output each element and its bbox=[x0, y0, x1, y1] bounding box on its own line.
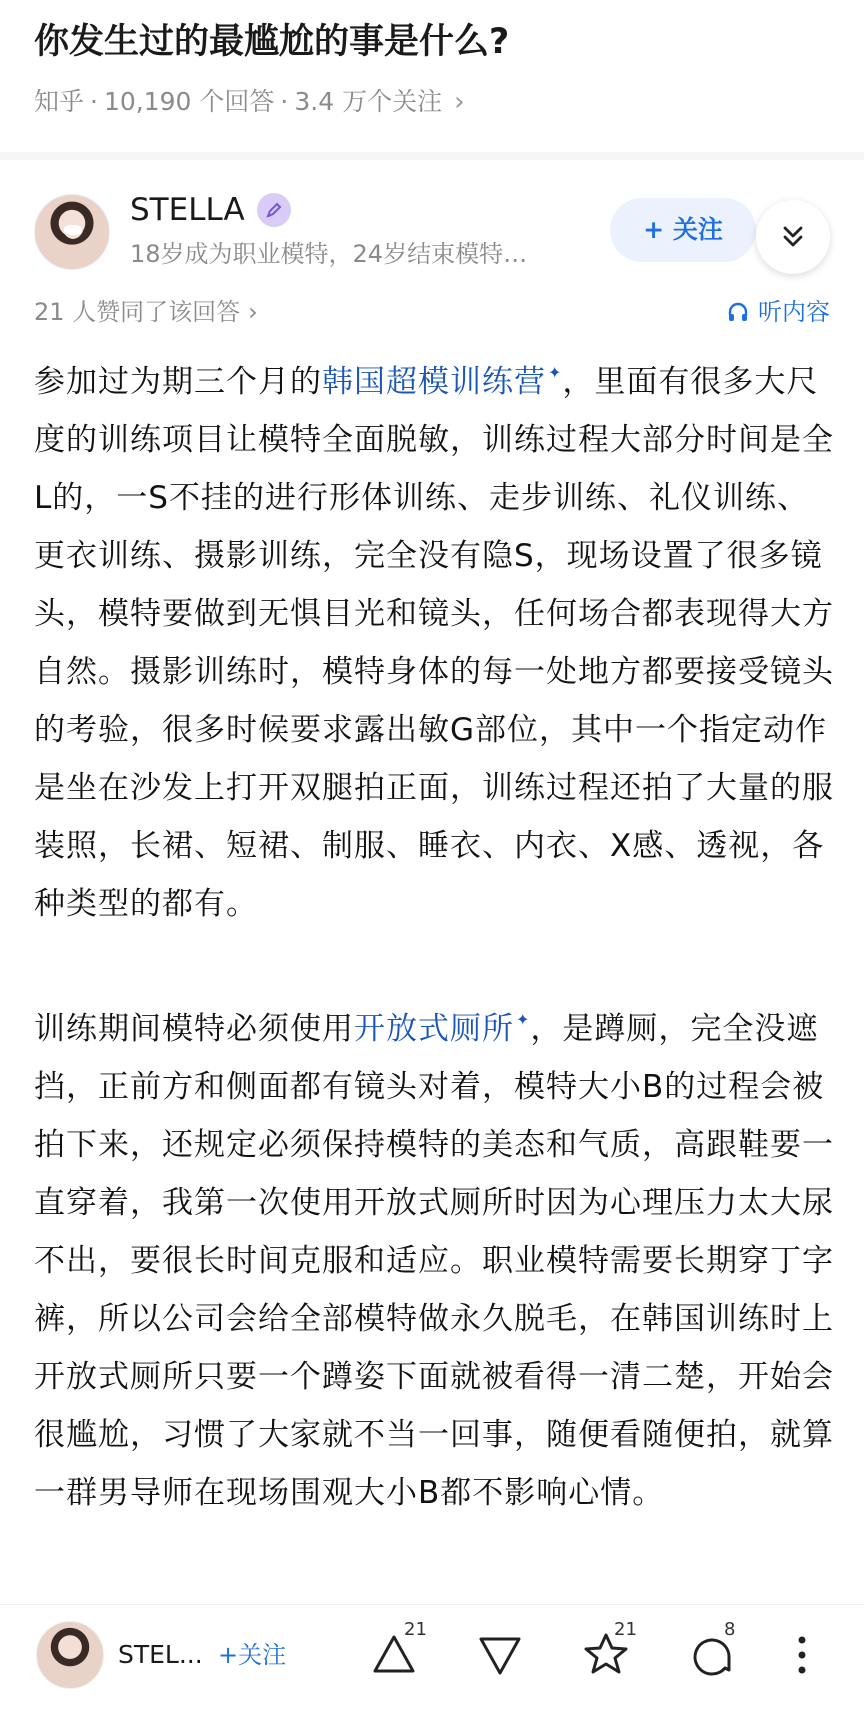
author-avatar[interactable] bbox=[34, 194, 110, 270]
bottom-author-avatar[interactable] bbox=[36, 1621, 104, 1689]
meta-dot: · bbox=[90, 87, 98, 116]
paragraph-text: ，里面有很多大尺度的训练项目让模特全面脱敏，训练过程大部分时间是全L的，一S不挂的进行形体训练、走步训练、礼仪训练、更衣训练、摄影训练，完全没有隐S，现场设置了很多镜头，模特要做到无惧目光和镜头，任何场合都表现得大方自然。摄影训练时，模特身体的每一处地方都要接受镜头的考验，很多时候要求露出敏G部位，其中一个指定动作是坐在沙发上打开双腿拍正面，训练过程还拍了大量的服装照，长裙、短裙、制服、睡衣、内衣、X感、透视，各种类型的都有。 bbox=[34, 364, 834, 922]
bottom-follow-button[interactable]: +关注 bbox=[218, 1641, 287, 1669]
chevron-right-icon: › bbox=[248, 298, 258, 326]
sparkle-icon: ✦ bbox=[548, 363, 563, 382]
section-divider bbox=[0, 152, 864, 160]
sparkle-icon: ✦ bbox=[516, 1010, 531, 1029]
answer-paragraph bbox=[34, 991, 834, 1522]
double-chevron-down-icon bbox=[778, 222, 808, 252]
source-label: 知乎 bbox=[34, 87, 85, 116]
comment-count: 8 bbox=[724, 1619, 736, 1640]
downvote-button[interactable] bbox=[470, 1625, 530, 1685]
keyword-text: 开放式厕所 bbox=[354, 1011, 514, 1047]
likes-text: 21 人赞同了该回答 bbox=[34, 298, 241, 326]
keyword-text: 韩国超模训练营 bbox=[322, 364, 546, 400]
answer-content bbox=[34, 344, 834, 1580]
paragraph-text: ，是蹲厕，完全没遮挡，正前方和侧面都有镜头对着，模特大小B的过程会被拍下来，还规定必须保持模特的美态和气质，高跟鞋要一直穿着，我第一次使用开放式厕所时因为心理压力太大尿不出，要很长时间克服和适应。职业模特需要长期穿丁字裤，所以公司会给全部模特做永久脱毛，在韩国训练时上开放式厕所只要一个蹲姿下面就被看得一清二楚，开始会很尴尬，习惯了大家就不当一回事，随便看随便拍，就算一群男导师在现场围观大小B都不影响心情。 bbox=[34, 1011, 834, 1511]
author-name: STELLA bbox=[130, 192, 245, 228]
paragraph-text: 参加过为期三个月的 bbox=[34, 364, 322, 400]
upvote-count: 21 bbox=[404, 1619, 427, 1640]
more-vertical-icon bbox=[792, 1633, 812, 1677]
follow-button[interactable]: + 关注 bbox=[610, 198, 756, 262]
avatar-mask bbox=[64, 225, 82, 235]
follower-count: 3.4 万个关注 bbox=[294, 87, 443, 116]
bottom-author-name[interactable]: STEL... bbox=[118, 1640, 203, 1669]
question-meta[interactable] bbox=[34, 82, 464, 122]
author-bio[interactable]: 18岁成为职业模特，24岁结束模特… bbox=[130, 240, 528, 268]
answer-paragraph bbox=[34, 344, 834, 933]
likes-summary[interactable] bbox=[34, 292, 258, 332]
question-title[interactable]: 你发生过的最尴尬的事是什么? bbox=[34, 22, 510, 62]
listen-label: 听内容 bbox=[758, 298, 830, 326]
author-name-row[interactable] bbox=[130, 188, 291, 232]
downvote-icon bbox=[475, 1630, 525, 1680]
collapse-button[interactable] bbox=[756, 200, 830, 274]
listen-button[interactable] bbox=[726, 292, 830, 332]
paragraph-text: 训练期间模特必须使用 bbox=[34, 1011, 354, 1047]
more-button[interactable] bbox=[774, 1625, 830, 1685]
keyword-link[interactable] bbox=[354, 1011, 530, 1047]
bottom-action-bar bbox=[0, 1604, 864, 1712]
chevron-right-icon: › bbox=[454, 87, 465, 117]
pen-badge-icon bbox=[257, 193, 291, 227]
answer-count: 10,190 个回答 bbox=[103, 87, 275, 116]
favorite-count: 21 bbox=[614, 1619, 637, 1640]
meta-dot: · bbox=[280, 87, 289, 116]
headphones-icon bbox=[726, 300, 750, 324]
keyword-link[interactable] bbox=[322, 364, 562, 400]
